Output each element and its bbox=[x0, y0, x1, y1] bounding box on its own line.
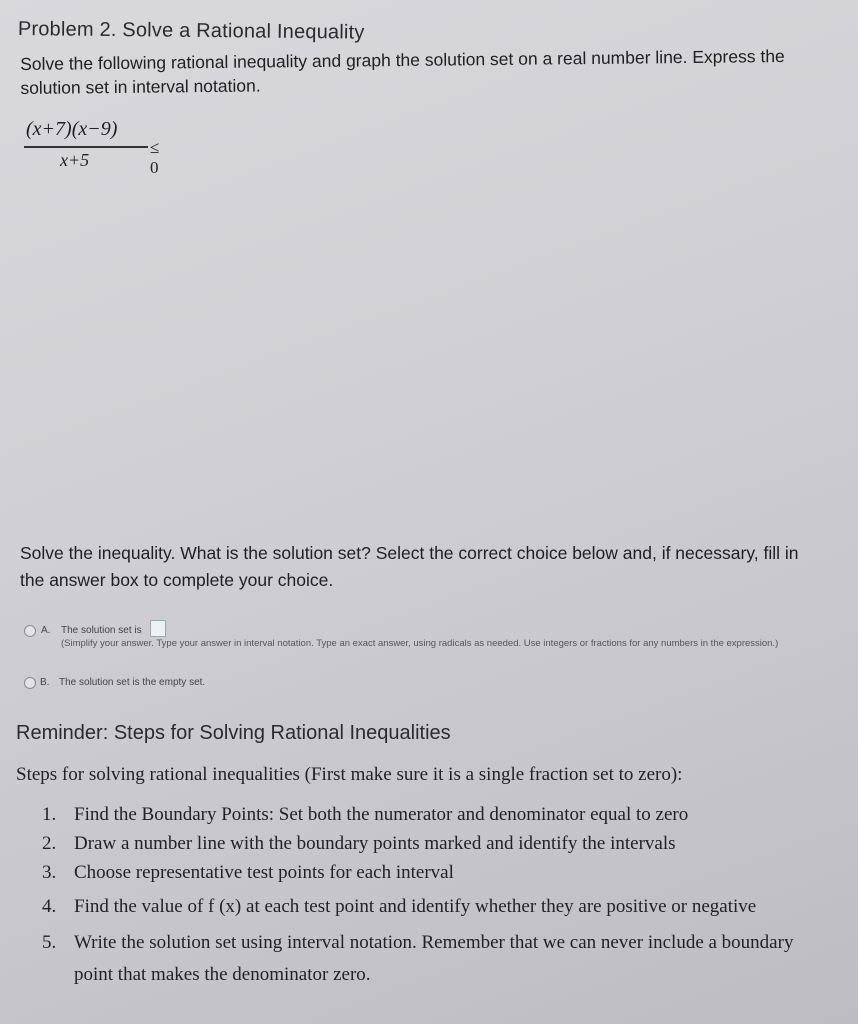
problem-instructions: Solve the following rational inequality and graph the solution set on a real number line. Express the solution set in interval notation. bbox=[20, 45, 785, 98]
choice-a-letter: A. bbox=[41, 625, 51, 636]
problem-title: Problem 2. Solve a Rational Inequality bbox=[17, 18, 365, 44]
fraction-bar bbox=[24, 146, 148, 148]
step-number: 2. bbox=[42, 833, 57, 854]
step-text: Write the solution set using interval notation. Remember that we can never include a boundary point that makes the denominator zero. bbox=[74, 932, 794, 985]
choice-b-label: The solution set is the empty set. bbox=[59, 677, 206, 688]
step-text: Choose representative test points for each interval bbox=[74, 862, 454, 883]
step-item bbox=[42, 800, 832, 829]
step-text: Draw a number line with the boundary points marked and identify the intervals bbox=[74, 833, 676, 854]
inequality-relation: ≤ 0 bbox=[150, 138, 160, 177]
step-text: Find the value of f (x) at each test point and identify whether they are positive or negative bbox=[74, 896, 757, 917]
choice-a-hint: (Simplify your answer. Type your answer in interval notation. Type an exact answer, using radicals as needed. Use integers or fractions for any numbers in the expression.) bbox=[61, 638, 779, 649]
step-number: 3. bbox=[42, 862, 57, 883]
rational-inequality bbox=[22, 118, 172, 178]
choice-a-radio[interactable] bbox=[24, 625, 36, 637]
step-item bbox=[42, 927, 832, 991]
numerator: (x+7)(x−9) bbox=[26, 118, 118, 140]
step-item bbox=[42, 858, 832, 887]
steps-intro: Steps for solving rational inequalities (First make sure it is a single fraction set to zero): bbox=[16, 764, 683, 785]
choice-b-letter: B. bbox=[40, 677, 50, 688]
steps-list bbox=[42, 800, 832, 991]
step-text: Find the Boundary Points: Set both the numerator and denominator equal to zero bbox=[74, 804, 689, 825]
step-item bbox=[42, 829, 832, 858]
denominator: x+5 bbox=[60, 150, 90, 170]
step-number: 5. bbox=[42, 932, 57, 953]
step-number: 4. bbox=[42, 896, 57, 917]
step-number: 1. bbox=[42, 804, 57, 825]
choice-a-label: The solution set is bbox=[61, 625, 142, 636]
choice-b-radio[interactable] bbox=[24, 677, 36, 689]
reminder-title: Reminder: Steps for Solving Rational Inequalities bbox=[16, 722, 451, 744]
question-prompt: Solve the inequality. What is the solution set? Select the correct choice below and, if necessary, fill in the answer box to complete your choice. bbox=[20, 543, 799, 590]
answer-input-box[interactable] bbox=[150, 620, 166, 637]
step-item bbox=[42, 887, 832, 927]
